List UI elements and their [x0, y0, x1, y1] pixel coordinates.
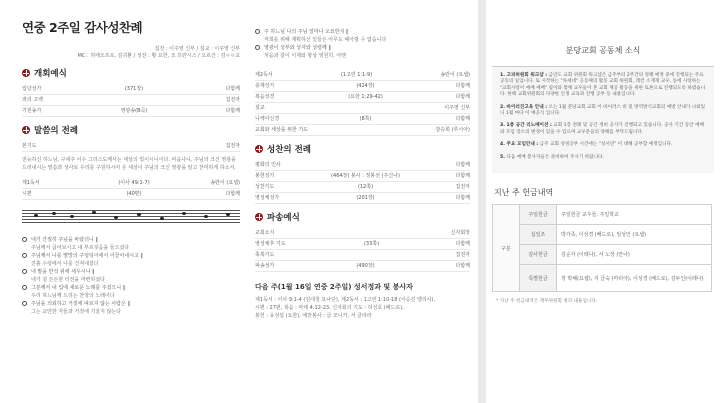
next-week-heading: 다음 주(1월 16일 연중 2주일) 성서정과 및 봉사자	[255, 283, 413, 291]
psalm-verse: 내가 간절히 주님을 바랐더니 ‖	[22, 236, 240, 244]
order-row: 복음성경 (요한 1:29-42) 다함께	[255, 92, 470, 103]
notice-item: 1. 고피허원회 워크샵 : 금년도 교회 위원회 워크샵은 금주부터 2주간의 정해 예정 중에 진행되는 주요 공동의 일입니다. 또 시작하는 "차세대" 공동체의 활동 교회 위원회, 레칸 소재재 교우, 동에 사랑하는 "교회사랑이 예배 예배" 집이와 함께 교우들이 본 교회 재공 활동을 위한 토론으로 진행되도록 하였습니다. 한해 교회위원회의 다양한 인생 교육과 진행 공부 등 내용입니다.	[500, 73, 706, 98]
notice-box	[492, 66, 714, 173]
right-panel	[486, 0, 720, 403]
psalm-response: 처음과 같이 이제와 항상 영원히. 아멘	[264, 53, 346, 59]
table-cell: 감사헌금	[520, 245, 557, 265]
psalm-verse: 주 하느님 나의 주님 얼마나 오묘한지 ‖	[255, 28, 470, 36]
middle-column	[255, 28, 470, 320]
next-week-line: 봉헌 : 유성섭 (요한), 애찬봉사 : 글 모니카, 서 클라라	[255, 313, 372, 319]
order-row: 죄의 고백 집전자	[22, 95, 240, 106]
cross-icon	[22, 69, 30, 77]
order-row: 입당성가 (371장) 다함께	[22, 84, 240, 95]
offering-table	[492, 204, 712, 292]
psalm-response: 저희를 위해 계획하신 일들은 아무도 헤아릴 수 없습니다	[264, 37, 387, 43]
order-row: 평화의 인사 다함께	[255, 160, 470, 171]
order-row: 교회와 세상을 위한 기도 감승희 (루시아)	[255, 125, 470, 136]
order-row: 기원송가 영광송(B곡) 다함께	[22, 106, 240, 117]
table-row	[493, 225, 712, 245]
table-cell: 주일헌금	[520, 205, 557, 225]
order-row: 설교 이주영 신부	[255, 103, 470, 114]
order-row: 성찬기도 (12쪽) 집전자	[255, 182, 470, 193]
officiant-line: MC : 허태오프로, 김귀환 / 성찬 : 황 요한, 조 프란시스 / 오르간 : 김ㅇㅇ교	[77, 53, 240, 59]
order-row: 니케아신경 (8쪽) 다함께	[255, 114, 470, 125]
psalm-verse: 내 발을 반석 위에 세우시니 ‖	[22, 268, 240, 276]
order-row: 봉헌성가 (464장) 봉사 : 정봉선 (주신나) 다함께	[255, 171, 470, 182]
table-row	[493, 245, 712, 265]
section-heading: 말씀의 전례	[22, 124, 240, 136]
table-row	[493, 265, 712, 292]
section-heading: 파송예식	[255, 211, 470, 223]
psalm-verse: 주님을 의뢰하고 거짓에 따르지 않는 사람은 ‖	[22, 300, 240, 308]
table-cell: 주일헌금 교우들, 주일학교	[557, 205, 712, 225]
order-row: 제2독서 (1고린 1:1-9) 송란이 (요셉)	[255, 70, 470, 81]
music-staff	[22, 204, 240, 230]
notice-item: 5. 다음 예배 봉사자들은 준비하여 주시기 바랍니다.	[500, 154, 604, 160]
psalm-verse: 영광이 성부와 성자와 성령께 ‖	[255, 44, 470, 52]
cross-icon	[22, 126, 30, 134]
notice-heading: 분당교회 공동체 소식	[565, 46, 641, 55]
section-heading: 성찬의 전례	[255, 143, 470, 155]
psalm-response: 진흙 수렁에서 나를 건져내셨다	[31, 261, 99, 267]
collect-prayer: 전능하신 하느님, 구세주 이수 그리스도께서는 세상의 빛이시니이다. 비옵나니, 주님의 크신 영광을 드러내시는 말씀과 성사로 우리를 구원하시어 온 세상이 주님의 크신 영광을 알고 찬미하게 하소서.	[22, 157, 236, 171]
table-cell: 김순자 (이레나), 서 노장 (안나)	[557, 245, 712, 265]
psalm-verse: 주님께서 나를 멸망의 구렁텅이에서 이끌어내시고 ‖	[22, 252, 240, 260]
order-row: 제1독서 (이사 49:1-7) 송란이 (요셉)	[22, 178, 240, 189]
left-column	[22, 18, 240, 316]
psalm-verse: 그분께서 내 입에 새로운 노래를 주셨으니 ‖	[22, 284, 240, 292]
cross-icon	[255, 145, 263, 153]
psalm-response: 내가 설 든든한 터전을 마련하셨다	[31, 277, 105, 283]
offering-footnote: * 지난 주 헌금내역은 재무위원회 정리 내용입니다.	[496, 299, 598, 305]
next-week-line: 제1독서 : 이사 9:1-4 (김대철 요나단), 제2독서 : 1고린 1:10-18 (이승진 엘리사),	[255, 297, 436, 303]
order-row: 축복기도 집전자	[255, 250, 470, 261]
order-row: 본기도 집전자	[22, 141, 240, 152]
table-side-label: 구분	[493, 205, 520, 292]
notice-item: 2. 바이러진고육 안내 : 오는 1월 분당교회 교회 이 바이러스 비 및 방역방식교회의 예방 안내가 나와있니 1월 마다 이 예공식 입니다.	[500, 104, 706, 117]
table-cell: 특별헌금	[520, 265, 557, 292]
psalm-response: 우리 하느님께 드리는 찬양의 노래이다	[31, 293, 115, 299]
offering-heading: 지난 주 헌금내역	[494, 188, 554, 198]
order-row: 층계성가 (424장) 다함께	[255, 81, 470, 92]
notice-item: 4. 주요 모임안내 : 금주 교회 성경공부 시간에는 "성서연" 이 대해 공부할 예정입니다.	[500, 142, 673, 148]
section-heading: 개회예식	[22, 67, 240, 79]
psalm-response: 주님께서 굽어보시고 내 부르짖음을 들으셨다	[31, 245, 130, 251]
officiant-line: 집전 : 이주영 신부 / 설교 : 이주영 신부	[154, 46, 240, 52]
next-week-line: 시편 : 27편, 복음 : 마태 4:12-23, 신자회의 기도 : 허성호 (베드로),	[255, 305, 404, 311]
order-row: 영성체성가 (201장) 다함께	[255, 193, 470, 204]
table-row	[493, 205, 712, 225]
order-row: 파송성가 (490장) 다함께	[255, 261, 470, 272]
order-row: 교회소식 신자회장	[255, 228, 470, 239]
table-cell: 십일조	[520, 225, 557, 245]
order-row: 영성체후 기도 (33쪽) 다함께	[255, 239, 470, 250]
table-cell: 박가족, 이성경 (베드로), 임성인 (요셉)	[557, 225, 712, 245]
order-row: 시편 (40편) 다함께	[22, 189, 240, 200]
table-cell: 장 박혜(요셉), 지 금숙 (마리아), 이성경 (베드로), 김두인(이레나)	[557, 265, 712, 292]
page-title: 연중 2주일 감사성찬례	[22, 20, 143, 35]
cross-icon	[255, 213, 263, 221]
notice-item: 3. 1층 공간 리노베이션 : 교회 1층 전례 및 공간 정비 공사가 진행되고 있습니다. 공사 기간 동안 예배와 모임 장소의 변경이 있을 수 있으며 교우분들의 양해를 부탁드립니다.	[500, 123, 704, 135]
psalm-response: 그는 교만한 자들과 거짓에 기울지 않는다	[31, 309, 122, 315]
